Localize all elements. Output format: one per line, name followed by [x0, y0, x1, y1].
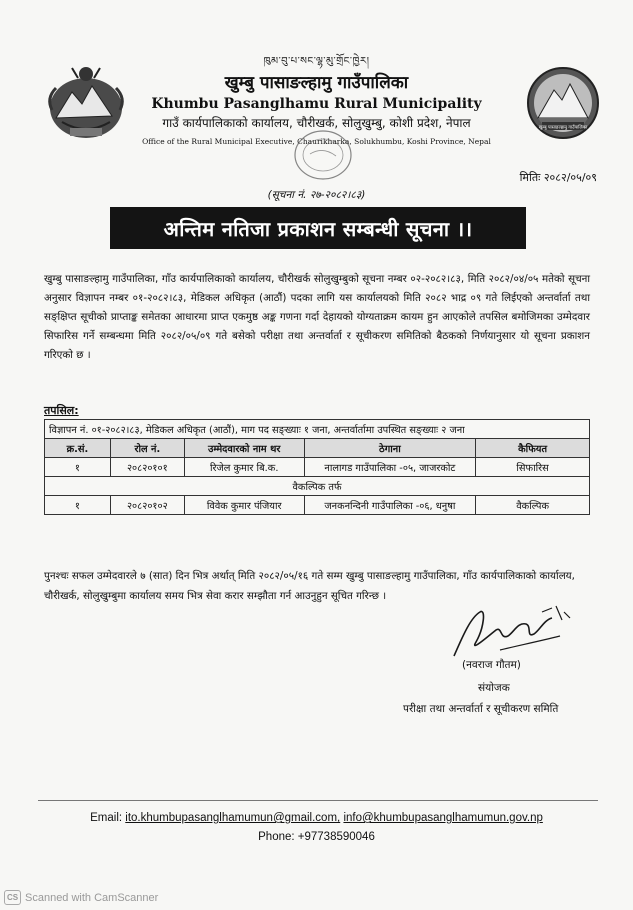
notice-date: मितिः २०८२/०५/०९	[519, 171, 597, 184]
alternate-section-row	[45, 477, 590, 496]
cell-name: रिजेल कुमार बि.क.	[184, 458, 304, 477]
cell-sn: १	[45, 458, 111, 477]
notice-title-text: अन्तिम नतिजा प्रकाशन सम्बन्धी सूचना ।।	[163, 216, 473, 241]
col-roll: रोल नं.	[110, 439, 184, 458]
cell-name: विवेक कुमार पंजियार	[184, 496, 304, 515]
signatory-role: संयोजक	[478, 682, 510, 694]
footer-divider	[38, 800, 598, 801]
signatory-name: (नवराज गौतम)	[462, 659, 521, 671]
cell-address: जनकनन्दिनी गाउँपालिका -०६, धनुषा	[304, 496, 476, 515]
signatory-committee: परीक्षा तथा अन्तर्वार्ता र सूचीकरण समिति	[403, 703, 559, 715]
notice-number: (सूचना नं. २७-२०८२।८३)	[267, 189, 366, 201]
cell-sn: १	[45, 496, 111, 515]
punascha-note: पुनश्चः सफल उम्मेदवारले ७ (सात) दिन भित्र अर्थात् मिति २०८२/०५/१६ गते सम्म खुम्बु पासाङल्हामु गाउँपालिका, गाँउ कार्यपालिकाको कार्यालय, चौरीखर्क, सोलुखुम्बुमा कार्यालय समय भित्र सेवा करार सम्झौता गर्न आउनुहुन सूचित गरिन्छ ।	[44, 570, 575, 602]
table-info-row	[45, 420, 590, 439]
tapasil-label: तपसिल:	[44, 404, 79, 417]
table-row	[45, 458, 590, 477]
logo-right-caption: खुम्बु पासाङल्हामु गाउँपालिका	[538, 125, 588, 131]
table-header-row	[45, 439, 590, 458]
office-address-en: Office of the Rural Municipal Executive, Chaurikharka, Solukhumbu, Koshi Province, Nepal	[142, 137, 491, 146]
email-label: Email:	[90, 812, 123, 824]
footer-phone: Phone: +97738590046	[258, 831, 375, 843]
notice-title	[110, 207, 526, 249]
table-row	[45, 496, 590, 515]
alternate-label: वैकल्पिक तर्फ	[45, 477, 590, 496]
email-link-secondary[interactable]: info@khumbupasanglhamumun.gov.np	[343, 812, 543, 824]
col-name: उम्मेदवारको नाम थर	[184, 439, 304, 458]
col-address: ठेगाना	[304, 439, 476, 458]
col-remark: कैफियत	[476, 439, 590, 458]
footer-email-line	[0, 812, 633, 824]
cell-address: नालागड गाउँपालिका -०५, जाजरकोट	[304, 458, 476, 477]
camscanner-icon: CS	[4, 890, 21, 905]
office-address-np: गाउँ कार्यपालिकाको कार्यालय, चौरीखर्क, सोलुखुम्बु, कोशी प्रदेश, नेपाल	[162, 116, 471, 130]
municipality-name-en: Khumbu Pasanglhamu Rural Municipality	[151, 96, 482, 112]
office-seal-stamp	[292, 128, 354, 182]
camscanner-text: Scanned with CamScanner	[25, 891, 159, 904]
email-link-primary[interactable]: ito.khumbupasanglhamumun@gmail.com,	[125, 812, 341, 824]
cell-remark: वैकल्पिक	[476, 496, 590, 515]
header-script-line: ཁུམ་བུ་པ་སང་ལྷ་མུ་གྲོང་ཁྱེར།	[263, 56, 370, 67]
cell-roll: २०८२०१०२	[110, 496, 184, 515]
notice-body-paragraph: खुम्बु पासाङल्हामु गाउँपालिका, गाँउ कार्यपालिकाको कार्यालय, चौरीखर्क सोलुखुम्बुको सूचना नम्बर ०२-२०८२।८३, मिति २०८२/०४/०५ मतेको सूचना अनुसार विज्ञापन नम्बर ०१-२०८२।८३, मेडिकल अधिकृत (आठौं) पदका लागि यस कार्यालयको मिति २०८२ भाद्र ०९ गते लिईएको अन्तर्वार्ता तथा सङ्क्षिप्त सूचीको प्राप्ताङ्क समेतका आधारमा प्राप्त एकमुष्ठ अङ्क गणना गर्दा देहायको योग्यताक्रम कायम हुन आएकोले तपसिल बमोजिमका उम्मेदवार सिफारिस गर्ने सम्बन्धमा मिति २०८२/०५/०९ गते बसेको परीक्षा तथा अन्तर्वार्ता र सूचीकरण समितिको बैठकको निर्णयानुसार यो सूचना प्रकाशन गरिएको छ ।	[44, 273, 590, 361]
camscanner-watermark	[4, 890, 158, 905]
cell-remark: सिफारिस	[476, 458, 590, 477]
cell-roll: २०८२०१०१	[110, 458, 184, 477]
results-table	[44, 419, 590, 515]
col-sn: क्र.सं.	[45, 439, 111, 458]
municipality-name-np: खुम्बु पासाङल्हामु गाउँपालिका	[224, 73, 409, 93]
vacancy-info: विज्ञापन नं. ०१-२०८२।८३, मेडिकल अधिकृत (आठौं), माग पद सङ्ख्याः १ जना, अन्तर्वार्तामा उपस्थित सङ्ख्याः २ जना	[45, 420, 590, 439]
